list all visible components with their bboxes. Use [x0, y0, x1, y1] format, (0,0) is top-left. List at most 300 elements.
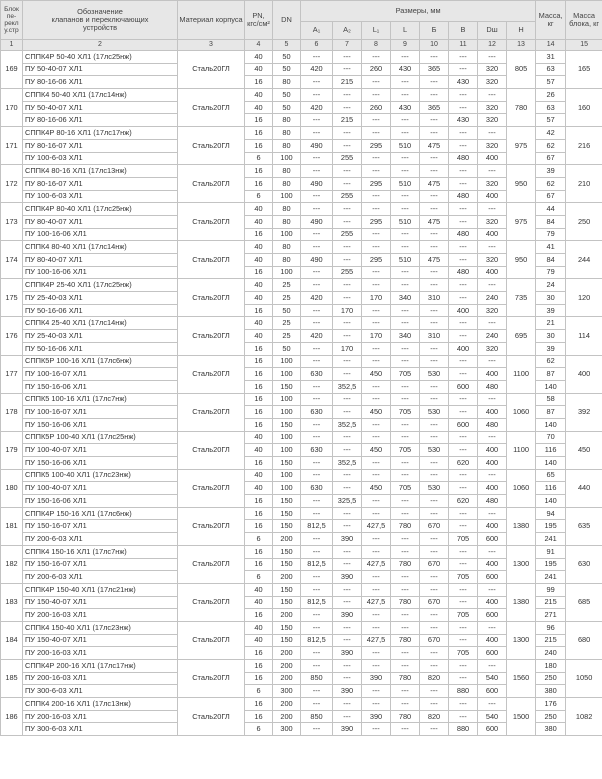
h-cell: 1060 [507, 469, 536, 507]
b-cell: --- [420, 583, 449, 596]
pn-cell: 40 [245, 203, 273, 216]
block-mass-cell: 165 [566, 51, 602, 89]
v-cell: --- [449, 507, 478, 520]
a1-cell: --- [301, 241, 333, 254]
dsh-cell: 600 [478, 609, 507, 622]
col-number: 6 [301, 40, 333, 51]
designation-cell: ПУ 100-6-03 ХЛ1 [23, 190, 178, 203]
v-cell: 880 [449, 685, 478, 698]
designation-cell: ПУ 50-16-06 ХЛ1 [23, 342, 178, 355]
l1-cell: --- [362, 393, 391, 406]
dsh-cell: 400 [478, 520, 507, 533]
dsh-cell: 320 [478, 342, 507, 355]
a2-cell: --- [333, 177, 362, 190]
designation-cell: ПУ 80-16-07 ХЛ1 [23, 139, 178, 152]
a1-cell: --- [301, 533, 333, 546]
v-cell: --- [449, 241, 478, 254]
pn-cell: 16 [245, 609, 273, 622]
dsh-cell: --- [478, 621, 507, 634]
h-cell: 735 [507, 279, 536, 317]
mass-cell: 62 [536, 139, 566, 152]
v-cell: --- [449, 203, 478, 216]
dn-cell: 150 [273, 545, 301, 558]
pn-cell: 16 [245, 710, 273, 723]
mass-cell: 42 [536, 127, 566, 140]
col-number: 5 [273, 40, 301, 51]
header-a2: A₂ [333, 22, 362, 40]
v-cell: 705 [449, 647, 478, 660]
dn-cell: 100 [273, 152, 301, 165]
h-cell: 975 [507, 203, 536, 241]
b-cell: --- [420, 418, 449, 431]
l1-cell: --- [362, 89, 391, 102]
block-number-cell: 176 [1, 317, 23, 355]
pn-cell: 40 [245, 254, 273, 267]
mass-cell: 67 [536, 190, 566, 203]
l1-cell: --- [362, 165, 391, 178]
col-number: 9 [391, 40, 420, 51]
block-mass-cell: 630 [566, 545, 602, 583]
b-cell: --- [420, 495, 449, 508]
designation-cell: ПУ 50-40-07 ХЛ1 [23, 101, 178, 114]
pn-cell: 16 [245, 647, 273, 660]
v-cell: --- [449, 583, 478, 596]
pn-cell: 16 [245, 558, 273, 571]
a1-cell: --- [301, 76, 333, 89]
l-cell: --- [391, 127, 420, 140]
v-cell: --- [449, 101, 478, 114]
dsh-cell: 600 [478, 723, 507, 736]
dn-cell: 100 [273, 444, 301, 457]
designation-cell: СППК5 100-40 ХЛ1 (17лс23нж) [23, 469, 178, 482]
l-cell: 780 [391, 672, 420, 685]
dn-cell: 80 [273, 241, 301, 254]
mass-cell: 30 [536, 292, 566, 305]
designation-cell: СППК4Р 80-16 ХЛ1 (17лс17нж) [23, 127, 178, 140]
designation-cell: ПУ 150-40-07 ХЛ1 [23, 634, 178, 647]
b-cell: --- [420, 228, 449, 241]
a2-cell: 390 [333, 723, 362, 736]
h-cell: 1300 [507, 621, 536, 659]
l1-cell: 295 [362, 254, 391, 267]
v-cell: --- [449, 558, 478, 571]
a1-cell: 812,5 [301, 520, 333, 533]
col-number: 15 [566, 40, 602, 51]
a1-cell: --- [301, 190, 333, 203]
l-cell: 510 [391, 215, 420, 228]
a1-cell: --- [301, 89, 333, 102]
a2-cell: 325,5 [333, 495, 362, 508]
designation-cell: ПУ 200-6-03 ХЛ1 [23, 571, 178, 584]
mass-cell: 58 [536, 393, 566, 406]
dn-cell: 200 [273, 533, 301, 546]
dn-cell: 100 [273, 482, 301, 495]
dn-cell: 150 [273, 495, 301, 508]
header-v: В [449, 22, 478, 40]
l1-cell: --- [362, 127, 391, 140]
dsh-cell: --- [478, 583, 507, 596]
l-cell: 780 [391, 710, 420, 723]
b-cell: --- [420, 89, 449, 102]
b-cell: --- [420, 279, 449, 292]
l-cell: --- [391, 76, 420, 89]
dsh-cell: 400 [478, 596, 507, 609]
header-block-mass: Масса блока, кг [566, 1, 602, 40]
pn-cell: 40 [245, 621, 273, 634]
designation-cell: ПУ 200-16-03 ХЛ1 [23, 609, 178, 622]
h-cell: 1560 [507, 660, 536, 698]
block-mass-cell: 244 [566, 241, 602, 279]
header-l1: L₁ [362, 22, 391, 40]
header-h: Н [507, 22, 536, 40]
pn-cell: 16 [245, 165, 273, 178]
designation-cell: ПУ 100-40-07 ХЛ1 [23, 482, 178, 495]
designation-cell: ПУ 100-40-07 ХЛ1 [23, 444, 178, 457]
l-cell: 705 [391, 368, 420, 381]
a2-cell: --- [333, 139, 362, 152]
v-cell: 705 [449, 533, 478, 546]
b-cell: 475 [420, 139, 449, 152]
block-mass-cell: 120 [566, 279, 602, 317]
table-row [1, 545, 602, 558]
l1-cell: --- [362, 266, 391, 279]
designation-cell: ПУ 100-6-03 ХЛ1 [23, 152, 178, 165]
a2-cell: --- [333, 215, 362, 228]
col-number: 4 [245, 40, 273, 51]
dsh-cell: 480 [478, 495, 507, 508]
dsh-cell: 400 [478, 482, 507, 495]
a1-cell: --- [301, 266, 333, 279]
b-cell: --- [420, 241, 449, 254]
l1-cell: 450 [362, 444, 391, 457]
block-mass-cell: 635 [566, 507, 602, 545]
dsh-cell: --- [478, 89, 507, 102]
b-cell: 670 [420, 558, 449, 571]
pn-cell: 16 [245, 228, 273, 241]
l-cell: --- [391, 660, 420, 673]
dn-cell: 200 [273, 698, 301, 711]
dsh-cell: 320 [478, 304, 507, 317]
b-cell: --- [420, 698, 449, 711]
mass-cell: 65 [536, 469, 566, 482]
dsh-cell: 600 [478, 571, 507, 584]
dn-cell: 300 [273, 723, 301, 736]
b-cell: 530 [420, 444, 449, 457]
a1-cell: 850 [301, 710, 333, 723]
dn-cell: 200 [273, 660, 301, 673]
l1-cell: --- [362, 660, 391, 673]
designation-cell: ПУ 200-6-03 ХЛ1 [23, 533, 178, 546]
dsh-cell: 320 [478, 114, 507, 127]
designation-cell: ПУ 150-16-07 ХЛ1 [23, 520, 178, 533]
b-cell: --- [420, 609, 449, 622]
a2-cell: --- [333, 355, 362, 368]
h-cell: 805 [507, 51, 536, 89]
designation-cell: СППК4Р 150-40 ХЛ1 (17лс21нж) [23, 583, 178, 596]
l-cell: --- [391, 647, 420, 660]
pn-cell: 16 [245, 127, 273, 140]
table-row [1, 660, 602, 673]
v-cell: --- [449, 469, 478, 482]
a2-cell: 390 [333, 609, 362, 622]
dn-cell: 80 [273, 254, 301, 267]
block-number-cell: 182 [1, 545, 23, 583]
l-cell: --- [391, 203, 420, 216]
v-cell: --- [449, 63, 478, 76]
dsh-cell: --- [478, 279, 507, 292]
dsh-cell: 400 [478, 190, 507, 203]
table-header [1, 1, 602, 51]
dn-cell: 100 [273, 469, 301, 482]
table-row [1, 393, 602, 406]
designation-cell: ПУ 150-16-06 ХЛ1 [23, 380, 178, 393]
l-cell: --- [391, 380, 420, 393]
pn-cell: 40 [245, 444, 273, 457]
l-cell: --- [391, 609, 420, 622]
l-cell: --- [391, 457, 420, 470]
header-dn: DN [273, 1, 301, 40]
l-cell: 705 [391, 406, 420, 419]
designation-cell: ПУ 80-16-06 ХЛ1 [23, 114, 178, 127]
v-cell: --- [449, 127, 478, 140]
pn-cell: 16 [245, 342, 273, 355]
b-cell: --- [420, 660, 449, 673]
dn-cell: 25 [273, 317, 301, 330]
v-cell: 480 [449, 190, 478, 203]
dsh-cell: --- [478, 127, 507, 140]
v-cell: 600 [449, 380, 478, 393]
block-number-cell: 174 [1, 241, 23, 279]
mass-cell: 140 [536, 418, 566, 431]
a2-cell: 215 [333, 76, 362, 89]
a2-cell: --- [333, 444, 362, 457]
a1-cell: 850 [301, 672, 333, 685]
table-row [1, 203, 602, 216]
l1-cell: --- [362, 685, 391, 698]
pn-cell: 16 [245, 406, 273, 419]
material-cell: Сталь20ГЛ [178, 317, 245, 355]
block-mass-cell: 160 [566, 89, 602, 127]
designation-cell: ПУ 100-16-07 ХЛ1 [23, 406, 178, 419]
table-row [1, 165, 602, 178]
b-cell: --- [420, 127, 449, 140]
dn-cell: 100 [273, 190, 301, 203]
l1-cell: 450 [362, 406, 391, 419]
v-cell: --- [449, 215, 478, 228]
pn-cell: 16 [245, 266, 273, 279]
mass-cell: 67 [536, 152, 566, 165]
l-cell: 780 [391, 634, 420, 647]
dsh-cell: --- [478, 431, 507, 444]
header-designation: Обозначение клапанов и переключающих устройств [23, 1, 178, 40]
column-number-row [1, 40, 602, 51]
block-mass-cell: 216 [566, 127, 602, 165]
l1-cell: 260 [362, 63, 391, 76]
material-cell: Сталь20ГЛ [178, 355, 245, 393]
v-cell: --- [449, 393, 478, 406]
pn-cell: 40 [245, 330, 273, 343]
l-cell: 340 [391, 330, 420, 343]
h-cell: 1500 [507, 698, 536, 736]
pn-cell: 6 [245, 533, 273, 546]
material-cell: Сталь20ГЛ [178, 545, 245, 583]
dsh-cell: --- [478, 698, 507, 711]
a2-cell: --- [333, 507, 362, 520]
l1-cell: 295 [362, 139, 391, 152]
pn-cell: 16 [245, 355, 273, 368]
a2-cell: --- [333, 469, 362, 482]
dsh-cell: 320 [478, 177, 507, 190]
dn-cell: 50 [273, 304, 301, 317]
table-row [1, 51, 602, 64]
b-cell: --- [420, 317, 449, 330]
pn-cell: 16 [245, 114, 273, 127]
designation-cell: ПУ 200-16-03 ХЛ1 [23, 710, 178, 723]
header-dsh: Dш [478, 22, 507, 40]
dn-cell: 80 [273, 114, 301, 127]
dn-cell: 100 [273, 266, 301, 279]
dn-cell: 150 [273, 418, 301, 431]
designation-cell: СППК4 80-40 ХЛ1 (17лс14нж) [23, 241, 178, 254]
b-cell: --- [420, 304, 449, 317]
a1-cell: --- [301, 457, 333, 470]
pn-cell: 40 [245, 101, 273, 114]
designation-cell: ПУ 50-16-06 ХЛ1 [23, 304, 178, 317]
b-cell: --- [420, 431, 449, 444]
pn-cell: 16 [245, 304, 273, 317]
pn-cell: 16 [245, 495, 273, 508]
mass-cell: 31 [536, 51, 566, 64]
l-cell: --- [391, 723, 420, 736]
h-cell: 950 [507, 165, 536, 203]
b-cell: 670 [420, 634, 449, 647]
mass-cell: 195 [536, 558, 566, 571]
v-cell: 430 [449, 76, 478, 89]
h-cell: 780 [507, 89, 536, 127]
pn-cell: 40 [245, 63, 273, 76]
l1-cell: --- [362, 76, 391, 89]
pn-cell: 40 [245, 317, 273, 330]
header-material: Материал корпуса [178, 1, 245, 40]
dn-cell: 25 [273, 292, 301, 305]
pn-cell: 16 [245, 698, 273, 711]
dsh-cell: --- [478, 51, 507, 64]
l1-cell: --- [362, 241, 391, 254]
v-cell: --- [449, 292, 478, 305]
mass-cell: 271 [536, 609, 566, 622]
pn-cell: 40 [245, 279, 273, 292]
mass-cell: 84 [536, 254, 566, 267]
designation-cell: СППК4 50-40 ХЛ1 (17лс14нж) [23, 89, 178, 102]
block-number-cell: 185 [1, 660, 23, 698]
dn-cell: 150 [273, 520, 301, 533]
mass-cell: 63 [536, 101, 566, 114]
l-cell: 430 [391, 101, 420, 114]
dn-cell: 150 [273, 558, 301, 571]
pn-cell: 16 [245, 520, 273, 533]
b-cell: 475 [420, 215, 449, 228]
a1-cell: --- [301, 571, 333, 584]
l-cell: --- [391, 241, 420, 254]
a1-cell: --- [301, 203, 333, 216]
dn-cell: 200 [273, 672, 301, 685]
col-number: 2 [23, 40, 178, 51]
dn-cell: 150 [273, 507, 301, 520]
dn-cell: 200 [273, 571, 301, 584]
l-cell: 510 [391, 177, 420, 190]
dn-cell: 150 [273, 634, 301, 647]
material-cell: Сталь20ГЛ [178, 279, 245, 317]
col-number: 12 [478, 40, 507, 51]
b-cell: 530 [420, 482, 449, 495]
mass-cell: 24 [536, 279, 566, 292]
mass-cell: 241 [536, 571, 566, 584]
b-cell: --- [420, 533, 449, 546]
l-cell: --- [391, 545, 420, 558]
a1-cell: 812,5 [301, 634, 333, 647]
a2-cell: --- [333, 63, 362, 76]
b-cell: --- [420, 266, 449, 279]
designation-cell: ПУ 150-16-06 ХЛ1 [23, 418, 178, 431]
pn-cell: 16 [245, 393, 273, 406]
dsh-cell: 240 [478, 330, 507, 343]
mass-cell: 380 [536, 685, 566, 698]
l1-cell: 390 [362, 672, 391, 685]
a1-cell: 630 [301, 482, 333, 495]
table-row [1, 698, 602, 711]
block-number-cell: 170 [1, 89, 23, 127]
mass-cell: 44 [536, 203, 566, 216]
mass-cell: 70 [536, 431, 566, 444]
dn-cell: 100 [273, 406, 301, 419]
l1-cell: --- [362, 457, 391, 470]
l-cell: --- [391, 152, 420, 165]
designation-cell: СППК4 80-16 ХЛ1 (17лс13нж) [23, 165, 178, 178]
a2-cell: --- [333, 520, 362, 533]
a2-cell: --- [333, 165, 362, 178]
a2-cell: --- [333, 203, 362, 216]
h-cell: 1060 [507, 393, 536, 431]
a2-cell: --- [333, 482, 362, 495]
table-row [1, 355, 602, 368]
dn-cell: 80 [273, 203, 301, 216]
mass-cell: 140 [536, 380, 566, 393]
block-number-cell: 180 [1, 469, 23, 507]
mass-cell: 250 [536, 672, 566, 685]
dn-cell: 150 [273, 621, 301, 634]
dsh-cell: 400 [478, 368, 507, 381]
b-cell: 365 [420, 63, 449, 76]
mass-cell: 39 [536, 342, 566, 355]
pn-cell: 16 [245, 380, 273, 393]
l1-cell: --- [362, 342, 391, 355]
block-number-cell: 171 [1, 127, 23, 165]
mass-cell: 26 [536, 89, 566, 102]
mass-cell: 195 [536, 520, 566, 533]
a2-cell: --- [333, 279, 362, 292]
dsh-cell: 600 [478, 533, 507, 546]
block-mass-cell: 450 [566, 431, 602, 469]
col-number: 13 [507, 40, 536, 51]
mass-cell: 140 [536, 495, 566, 508]
a2-cell: --- [333, 406, 362, 419]
l-cell: --- [391, 495, 420, 508]
pn-cell: 16 [245, 457, 273, 470]
material-cell: Сталь20ГЛ [178, 660, 245, 698]
a2-cell: --- [333, 127, 362, 140]
a1-cell: 420 [301, 330, 333, 343]
block-number-cell: 184 [1, 621, 23, 659]
